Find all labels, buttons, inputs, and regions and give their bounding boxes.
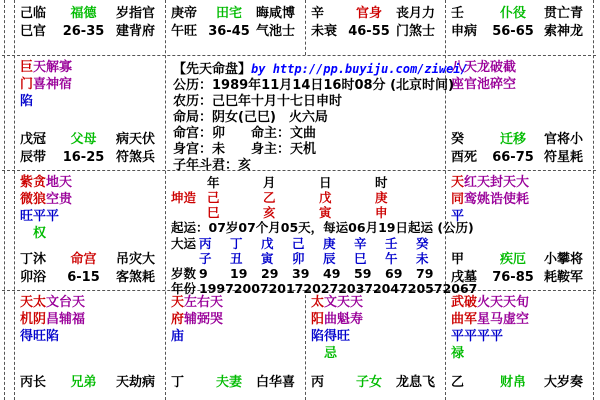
dayun-stems: 大运 丙 丁 戊 己 庚 辛 壬 癸 xyxy=(171,236,429,251)
palace-cell-wei xyxy=(305,0,445,55)
year-gods: 白华喜 xyxy=(255,375,295,390)
stem-branch: 辛 xyxy=(311,6,325,21)
stem-branch: 丁 xyxy=(171,375,185,390)
year-gods: 索神龙 xyxy=(543,24,583,39)
qiyun-line: 起运：07岁07个月05天，每运06月19日起运 (公历) xyxy=(171,220,474,235)
age-range: 56-65 xyxy=(492,24,534,39)
star-transform: 禄 xyxy=(451,346,465,361)
life-pattern: 命局：阴女(己巳) 火六局 xyxy=(173,110,328,125)
year-gods: 符星耗 xyxy=(543,150,583,165)
palace-cell-wu xyxy=(165,0,305,55)
stem-branch: 乙 xyxy=(451,375,465,390)
year-gods: 小攀将 xyxy=(543,252,583,267)
year-gods: 耗鞍军 xyxy=(543,270,583,285)
year-gods: 客煞耗 xyxy=(115,270,155,285)
grid-border xyxy=(593,0,594,400)
palace-name: 父母 xyxy=(70,132,97,147)
palace-cell-yin xyxy=(14,290,165,400)
year-gods: 龙息飞 xyxy=(395,375,435,390)
year-gods: 晦咸博 xyxy=(255,6,295,21)
age-range: 66-75 xyxy=(492,150,534,165)
lunar-date: 农历：己巳年十月十七日申时 xyxy=(173,94,343,109)
dayun-years: 年份 1997 2007 2017 2027 2037 2047 2057 2067 xyxy=(171,281,478,296)
stem-branch: 庚帝 xyxy=(171,6,198,21)
palace-name: 夫妻 xyxy=(215,375,242,390)
year-gods: 建背府 xyxy=(115,24,155,39)
stem-branch: 酉死 xyxy=(451,150,478,165)
palace-name: 仆役 xyxy=(499,6,526,21)
star-list: 八天龙破截 座官池碎空 xyxy=(451,60,517,92)
palace-cell-shen xyxy=(445,0,593,55)
palace-name: 财帛 xyxy=(499,375,526,390)
year-gods: 气池士 xyxy=(255,24,295,39)
age-range: 16-25 xyxy=(62,150,105,165)
palace-name: 疾厄 xyxy=(499,252,526,267)
star-list: 太文天天 阳曲魁寿 陷得旺 忌 xyxy=(305,290,445,362)
star-transform: 权 xyxy=(20,226,47,241)
ming-palace: 命宫：卯 命主：文曲 xyxy=(173,126,317,141)
star-transform: 忌 xyxy=(311,346,338,361)
age-range: 76-85 xyxy=(492,270,534,285)
star-brightness: 陷得旺 xyxy=(311,329,351,344)
year-gods: 官将小 xyxy=(543,132,583,147)
age-range: 46-55 xyxy=(348,24,390,39)
stem-branch: 丙长 xyxy=(20,375,47,390)
palace-name: 兄弟 xyxy=(70,375,97,390)
star-brightness: 平平平平 xyxy=(451,329,504,344)
stem-branch: 申病 xyxy=(451,24,478,39)
doujun: 子年斗君：亥 xyxy=(173,158,252,173)
palace-cell-si xyxy=(14,0,165,55)
age-range: 6-15 xyxy=(67,270,100,285)
stem-branch: 己临 xyxy=(20,6,47,21)
year-gods: 天劫病 xyxy=(115,375,155,390)
star-brightness: 陷 xyxy=(20,94,34,109)
stem-branch: 戊冠 xyxy=(20,132,47,147)
stem-branch: 丙 xyxy=(311,375,325,390)
year-gods: 岁指官 xyxy=(115,6,155,21)
stem-branch: 辰带 xyxy=(20,150,47,165)
star-list: 天左右天 府辅弼哭 庙 xyxy=(165,290,305,345)
star-list: 武破火天天旬 曲军星马虚空 平平平平 禄 xyxy=(445,290,593,362)
year-gods: 丧月力 xyxy=(395,6,435,21)
dayun-ages: 岁数 9 19 29 39 49 59 69 79 xyxy=(171,266,434,281)
palace-name: 迁移 xyxy=(499,132,526,147)
year-gods: 贯亡青 xyxy=(543,6,583,21)
panel-title: 【先天命盘】 xyxy=(173,62,252,77)
solar-date: 公历：1989年11月14日16时08分 (北京时间) xyxy=(173,78,454,93)
star-list: 紫贪地天 微狼空贵 旺平平 权 xyxy=(14,170,165,242)
star-brightness: 旺平平 xyxy=(20,209,60,224)
age-range: 26-35 xyxy=(62,24,105,39)
source-link[interactable]: by http://pp.buyiju.com/ziwei/ xyxy=(251,62,468,76)
star-brightness: 平 xyxy=(451,209,465,224)
dayun-branches: 子 丑 寅 卯 辰 巳 午 未 xyxy=(199,251,429,266)
palace-cell-zi xyxy=(305,290,445,400)
age-range: 36-45 xyxy=(208,24,250,39)
sizhu-header: 年 月 日 时 xyxy=(207,175,388,190)
shen-palace: 身宫：未 身主：天机 xyxy=(173,142,317,157)
palace-cell-chen xyxy=(14,55,165,170)
palace-cell-mao xyxy=(14,170,165,290)
year-gods: 符煞兵 xyxy=(115,150,155,165)
palace-cell-hai xyxy=(445,290,593,400)
stem-branch: 壬 xyxy=(451,6,465,21)
year-gods: 大岁奏 xyxy=(543,375,583,390)
year-gods: 吊灾大 xyxy=(115,252,155,267)
stem-branch: 巳官 xyxy=(20,24,47,39)
palace-name: 命宫 xyxy=(70,252,97,267)
star-list: 巨天解寡 门喜神宿 陷 xyxy=(14,55,165,110)
sizhu-stems: 坤造 己 乙 戊 庚 xyxy=(171,190,388,205)
stem-branch: 卯浴 xyxy=(20,270,47,285)
year-gods: 门煞士 xyxy=(395,24,435,39)
stem-branch: 未衰 xyxy=(311,24,338,39)
star-brightness: 庙 xyxy=(171,329,185,344)
palace-name: 福德 xyxy=(70,6,97,21)
star-list: 天太文台天 机阴昌辅福 得旺陷 xyxy=(14,290,165,345)
grid-border xyxy=(4,0,5,400)
palace-name: 田宅 xyxy=(215,6,242,21)
stem-branch: 癸 xyxy=(451,132,465,147)
stem-branch: 甲 xyxy=(451,252,465,267)
palace-cell-chou xyxy=(165,290,305,400)
sizhu-branches: 巳 亥 寅 申 xyxy=(207,205,388,220)
stem-branch: 午旺 xyxy=(171,24,198,39)
star-brightness: 得旺陷 xyxy=(20,329,60,344)
stem-branch: 戌墓 xyxy=(451,270,478,285)
stem-branch: 丁沐 xyxy=(20,252,47,267)
palace-name: 子女 xyxy=(355,375,382,390)
year-gods: 病天伏 xyxy=(115,132,155,147)
palace-name: 官身 xyxy=(355,6,382,21)
palace-cell-xu xyxy=(445,170,593,290)
star-list: 天红天封天大 同鸾姚诰使耗 平 xyxy=(445,170,593,225)
